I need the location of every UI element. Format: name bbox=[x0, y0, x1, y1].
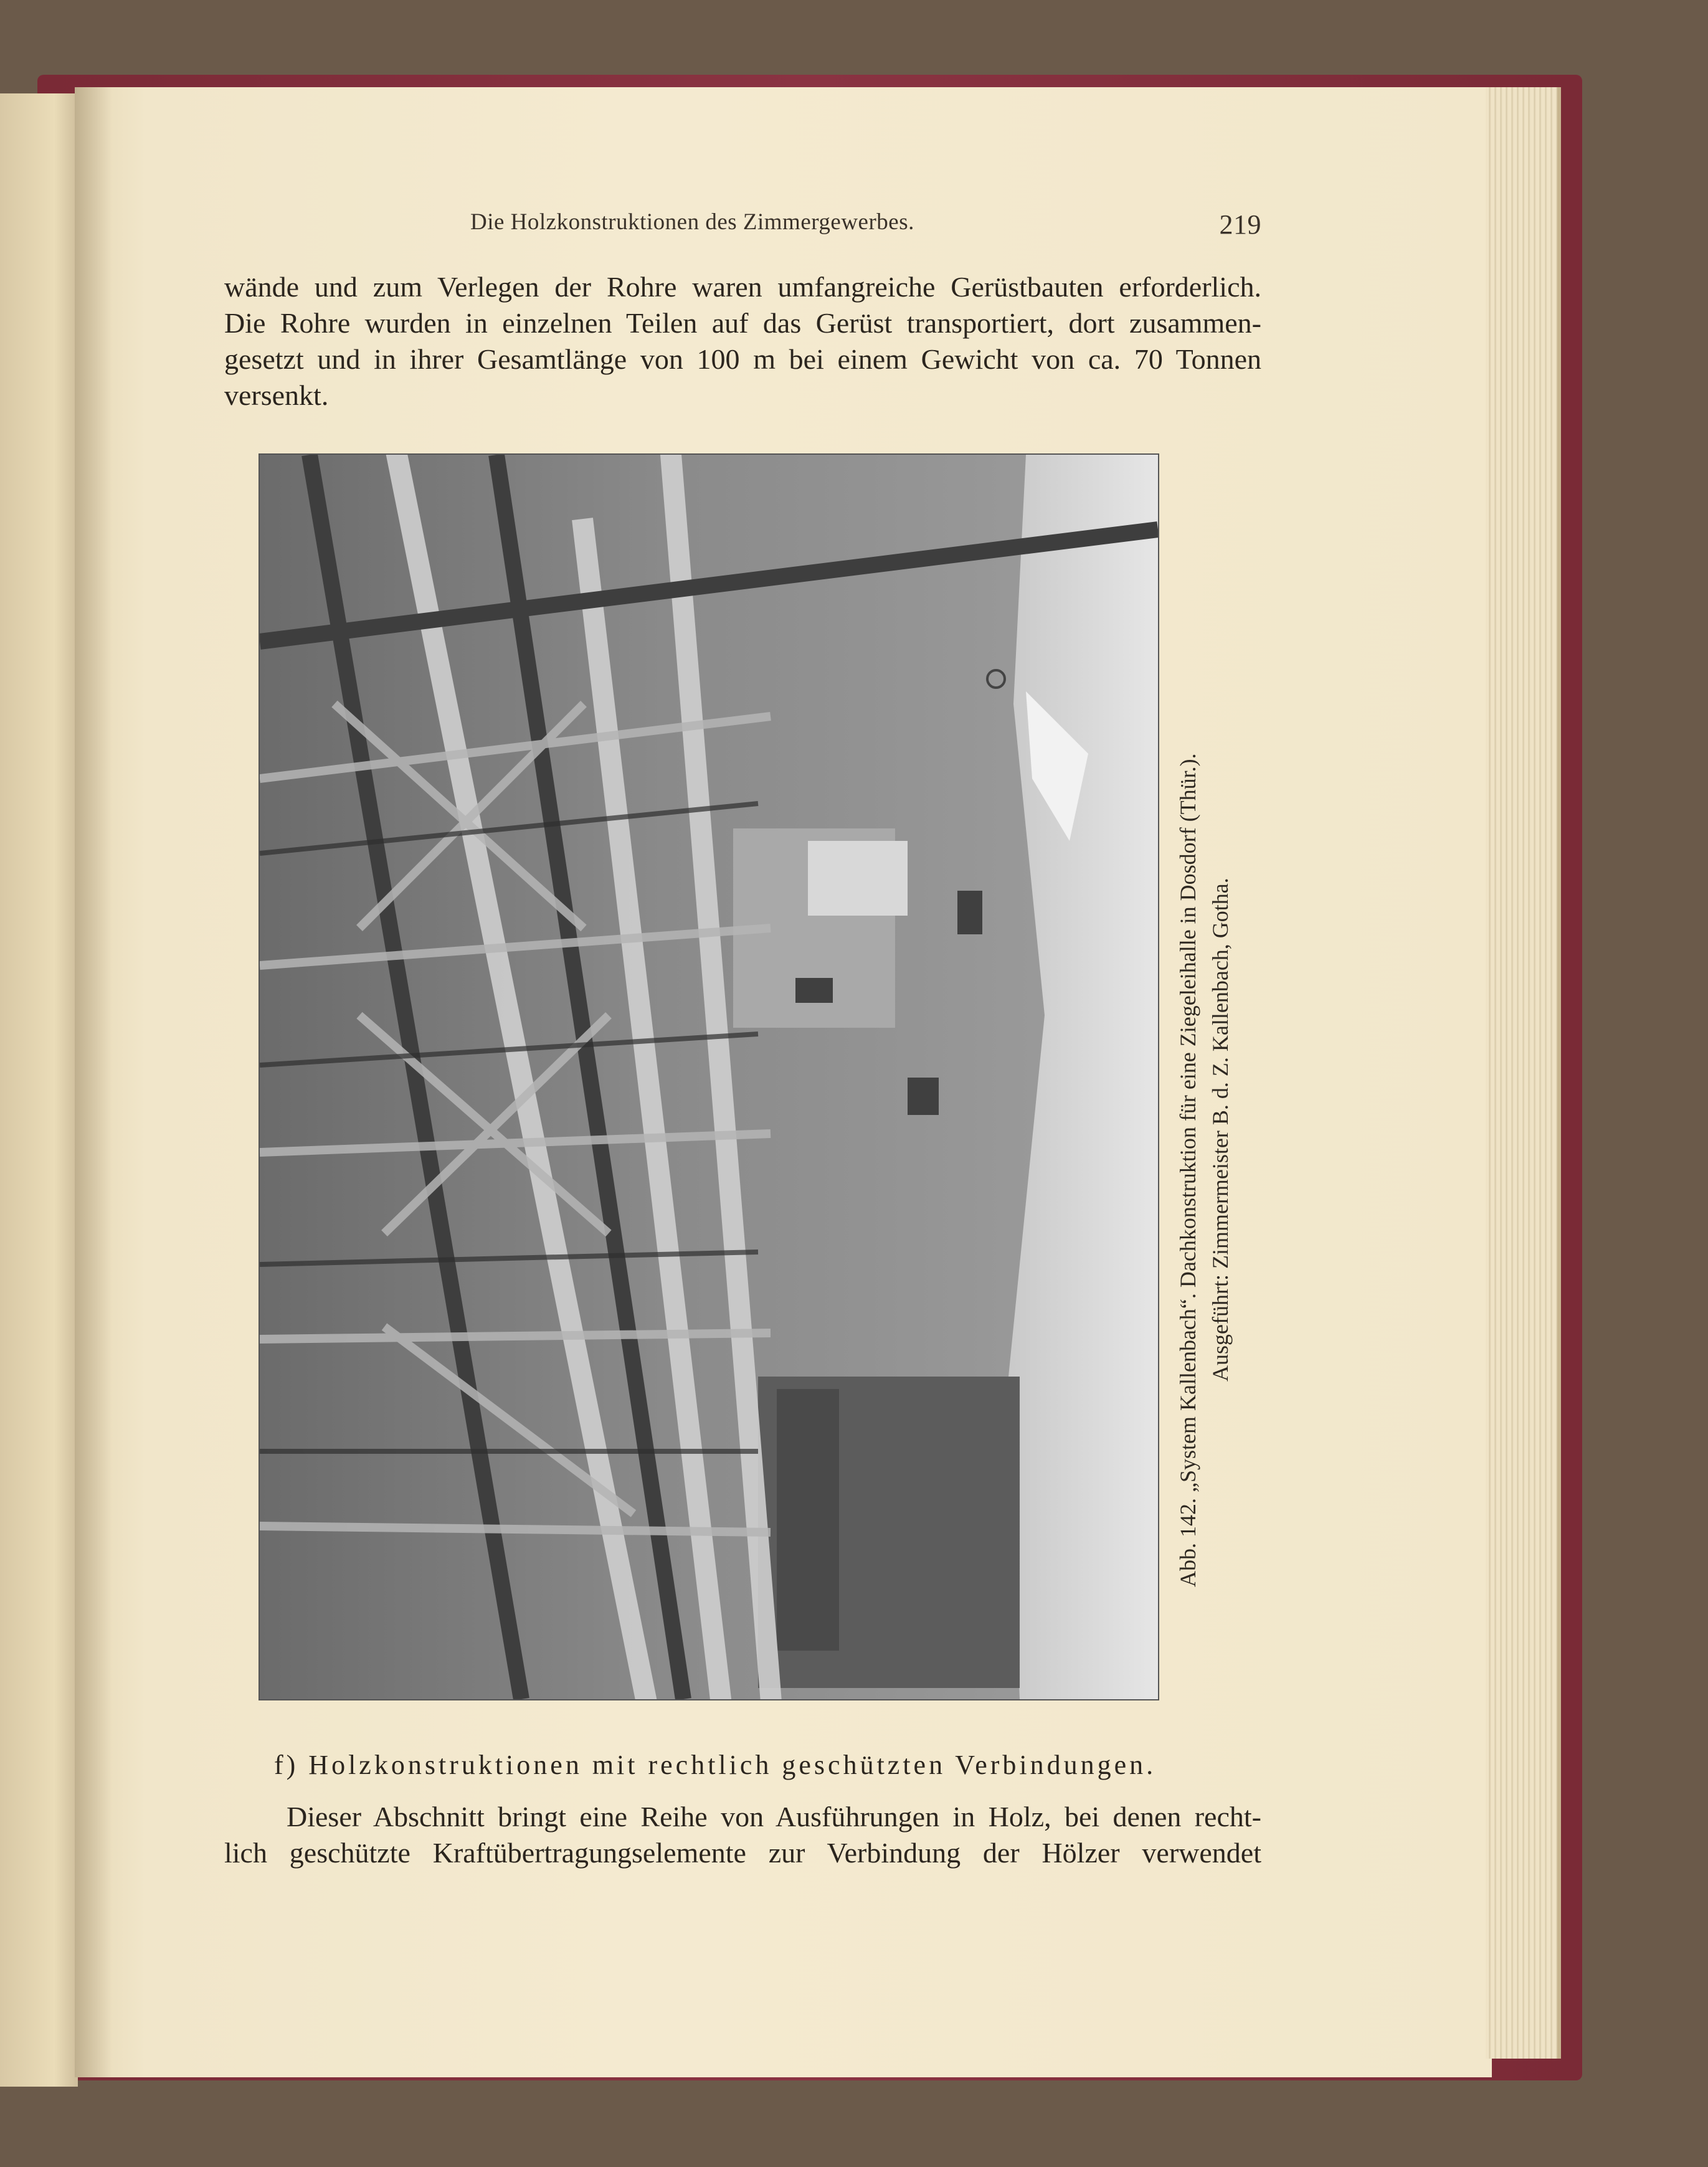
running-head-title: Die Holzkonstruktionen des Zimmergewerbes. bbox=[470, 209, 914, 235]
text-line: Dieser Abschnitt bringt eine Reihe von Ausführungen in Holz, bei denen recht- bbox=[287, 1801, 1261, 1833]
gutter-shadow bbox=[75, 87, 112, 2077]
photograph-roof-construction bbox=[259, 453, 1159, 1700]
text-line: gesetzt und in ihrer Gesamtlänge von 100 m bei einem Gewicht von ca. 70 Tonnen bbox=[224, 343, 1261, 375]
figure-caption bbox=[1171, 453, 1246, 1698]
page-number: 219 bbox=[1219, 209, 1261, 240]
text-line: wände und zum Verlegen der Rohre waren umfangreiche Gerüstbauten erforderlich. bbox=[224, 271, 1261, 303]
page-fore-edge bbox=[1486, 87, 1561, 2059]
section-heading: f) Holzkonstruktionen mit rechtlich geschützten Verbindungen. bbox=[274, 1750, 1157, 1780]
paragraph-1 bbox=[224, 269, 1261, 414]
left-page-edge bbox=[0, 93, 78, 2087]
caption-line-2: Ausgeführt: Zimmermeister B. d. Z. Kallenbach, Gotha. bbox=[1208, 878, 1233, 1382]
caption-line-1: Abb. 142. „System Kallenbach“. Dachkonstruktion für eine Ziegeleihalle in Dosdorf (Thür.). bbox=[1175, 753, 1200, 1587]
text-line: Die Rohre wurden in einzelnen Teilen auf das Gerüst transportiert, dort zusammen- bbox=[224, 307, 1261, 339]
paragraph-2 bbox=[224, 1799, 1261, 1871]
text-line: lich geschützte Kraftübertragungselemente zur Verbindung der Hölzer verwendet bbox=[224, 1837, 1261, 1869]
text-line: versenkt. bbox=[224, 379, 329, 411]
